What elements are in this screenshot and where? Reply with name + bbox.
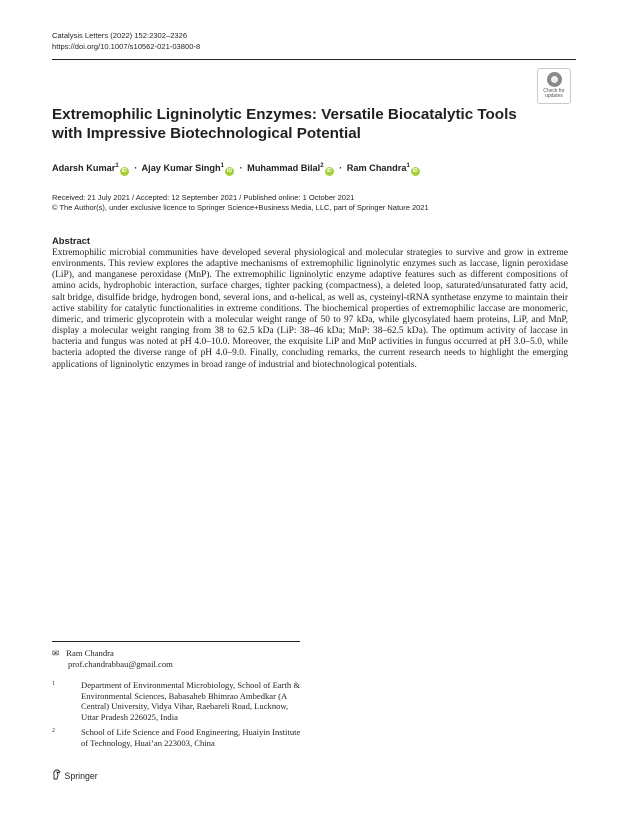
corresponding-author-name: Ram Chandra: [66, 648, 114, 658]
author-name: Adarsh Kumar: [52, 163, 116, 174]
abstract-text: Extremophilic microbial communities have developed several physiological and molecular strategies to survive and grow in extreme environments. This review explores the adaptive mechanisms of extremophilic ligninolytic enzymes such as laccase, lignin peroxidase (LiP), and manganese peroxidase (MnP). The extremophilic ligninolytic enzyme adaptive features such as different compositions of amino acids, hydrophobic interaction, surface charges, tighter packing (compactness), a deleted loop, saturated/unsaturated fatty acid, salt bridge, disulfide bridge, hydrogen bond, several ions, and α-helical, as well as, cysteinyl-tRNA synthetase enzyme to maintain their active stability for catalytic functionalities in extreme conditions. The biochemical properties of extremophilic laccase are monomeric, dimeric, and trimeric glycoprotein with a molecular weight range of 50 to 97 kDa, while glycosylated haem proteins, LiP, and MnP, display a molecular weight ranging from 38 to 62.5 kDa (LiP: 38–46 kDa; MnP: 38–62.5 kDa). The optimum activity of laccase in bacteria and fungus was noted at pH 4.0–10.0. Moreover, the exquisite LiP and MnP activities in fungus occurred at pH 3.0–5.0, while bacteria adopted the diverse range of pH 4.0–9.0. Finally, concluding remarks, the current research needs to highlight the emerging applications of ligninolytic enzymes in broad range of industrial and biotechnological potentials.: [52, 248, 568, 370]
correspondence: [52, 648, 173, 669]
badge-line1: Check for: [543, 88, 565, 94]
author-separator: ·: [339, 163, 343, 174]
affiliation-number: 1: [52, 681, 55, 687]
springer-horse-icon: [52, 769, 62, 780]
author-separator: ·: [239, 163, 243, 174]
affiliation-item: [52, 680, 302, 722]
author-list: [52, 163, 421, 176]
author-affiliation-mark: 2: [320, 163, 324, 169]
publisher-logo: [52, 769, 98, 781]
affiliation-number: 2: [52, 728, 55, 734]
update-circle-icon: [547, 72, 562, 87]
author-affiliation-mark: 1: [406, 163, 410, 169]
abstract-heading: Abstract: [52, 235, 91, 246]
article-title: Extremophilic Ligninolytic Enzymes: Versatile Biocatalytic Tools with Impressive Biotechnological Potential: [52, 106, 517, 142]
orcid-icon[interactable]: iD: [226, 168, 232, 175]
envelope-icon: ✉: [52, 648, 60, 658]
history-dates: Received: 21 July 2021 / Accepted: 12 September 2021 / Published online: 1 October 2021: [52, 193, 355, 202]
orcid-icon[interactable]: iD: [326, 168, 332, 175]
corresponding-email[interactable]: prof.chandrabbau@gmail.com: [68, 658, 173, 669]
orcid-icon[interactable]: iD: [121, 168, 127, 175]
author-name: Ajay Kumar Singh: [141, 163, 221, 174]
publication-dates: [52, 193, 429, 213]
author-affiliation-mark: 1: [115, 163, 119, 169]
publisher-name: Springer: [64, 771, 98, 781]
author-name: Ram Chandra: [346, 163, 407, 174]
copyright-line: © The Author(s), under exclusive licence to Springer Science+Business Media, LLC, part of Springer Nature 2021: [52, 203, 429, 213]
footnote-rule: [52, 641, 300, 642]
author-separator: ·: [134, 163, 138, 174]
author-name: Muhammad Bilal: [247, 163, 321, 174]
check-for-updates-badge[interactable]: [537, 68, 571, 104]
doi-link[interactable]: https://doi.org/10.1007/s10562-021-03800-8: [52, 42, 201, 51]
journal-header: [52, 30, 200, 52]
affiliation-text: Department of Environmental Microbiology, School of Earth & Environmental Sciences, Babasaheb Bhimrao Ambedkar (A Central) University, Vidya Vihar, Raebareli Road, Lucknow, Uttar Pradesh 226025, India: [81, 680, 301, 722]
affiliation-text: School of Life Science and Food Engineering, Huaiyin Institute of Technology, Huai’an 223003, China: [81, 727, 301, 748]
journal-citation: Catalysis Letters (2022) 152:2302–2326: [52, 31, 188, 40]
affiliation-item: [52, 727, 302, 748]
badge-line2: updates: [545, 93, 563, 100]
header-rule: [52, 59, 576, 60]
author-affiliation-mark: 1: [220, 163, 224, 169]
orcid-icon[interactable]: iD: [412, 168, 418, 175]
